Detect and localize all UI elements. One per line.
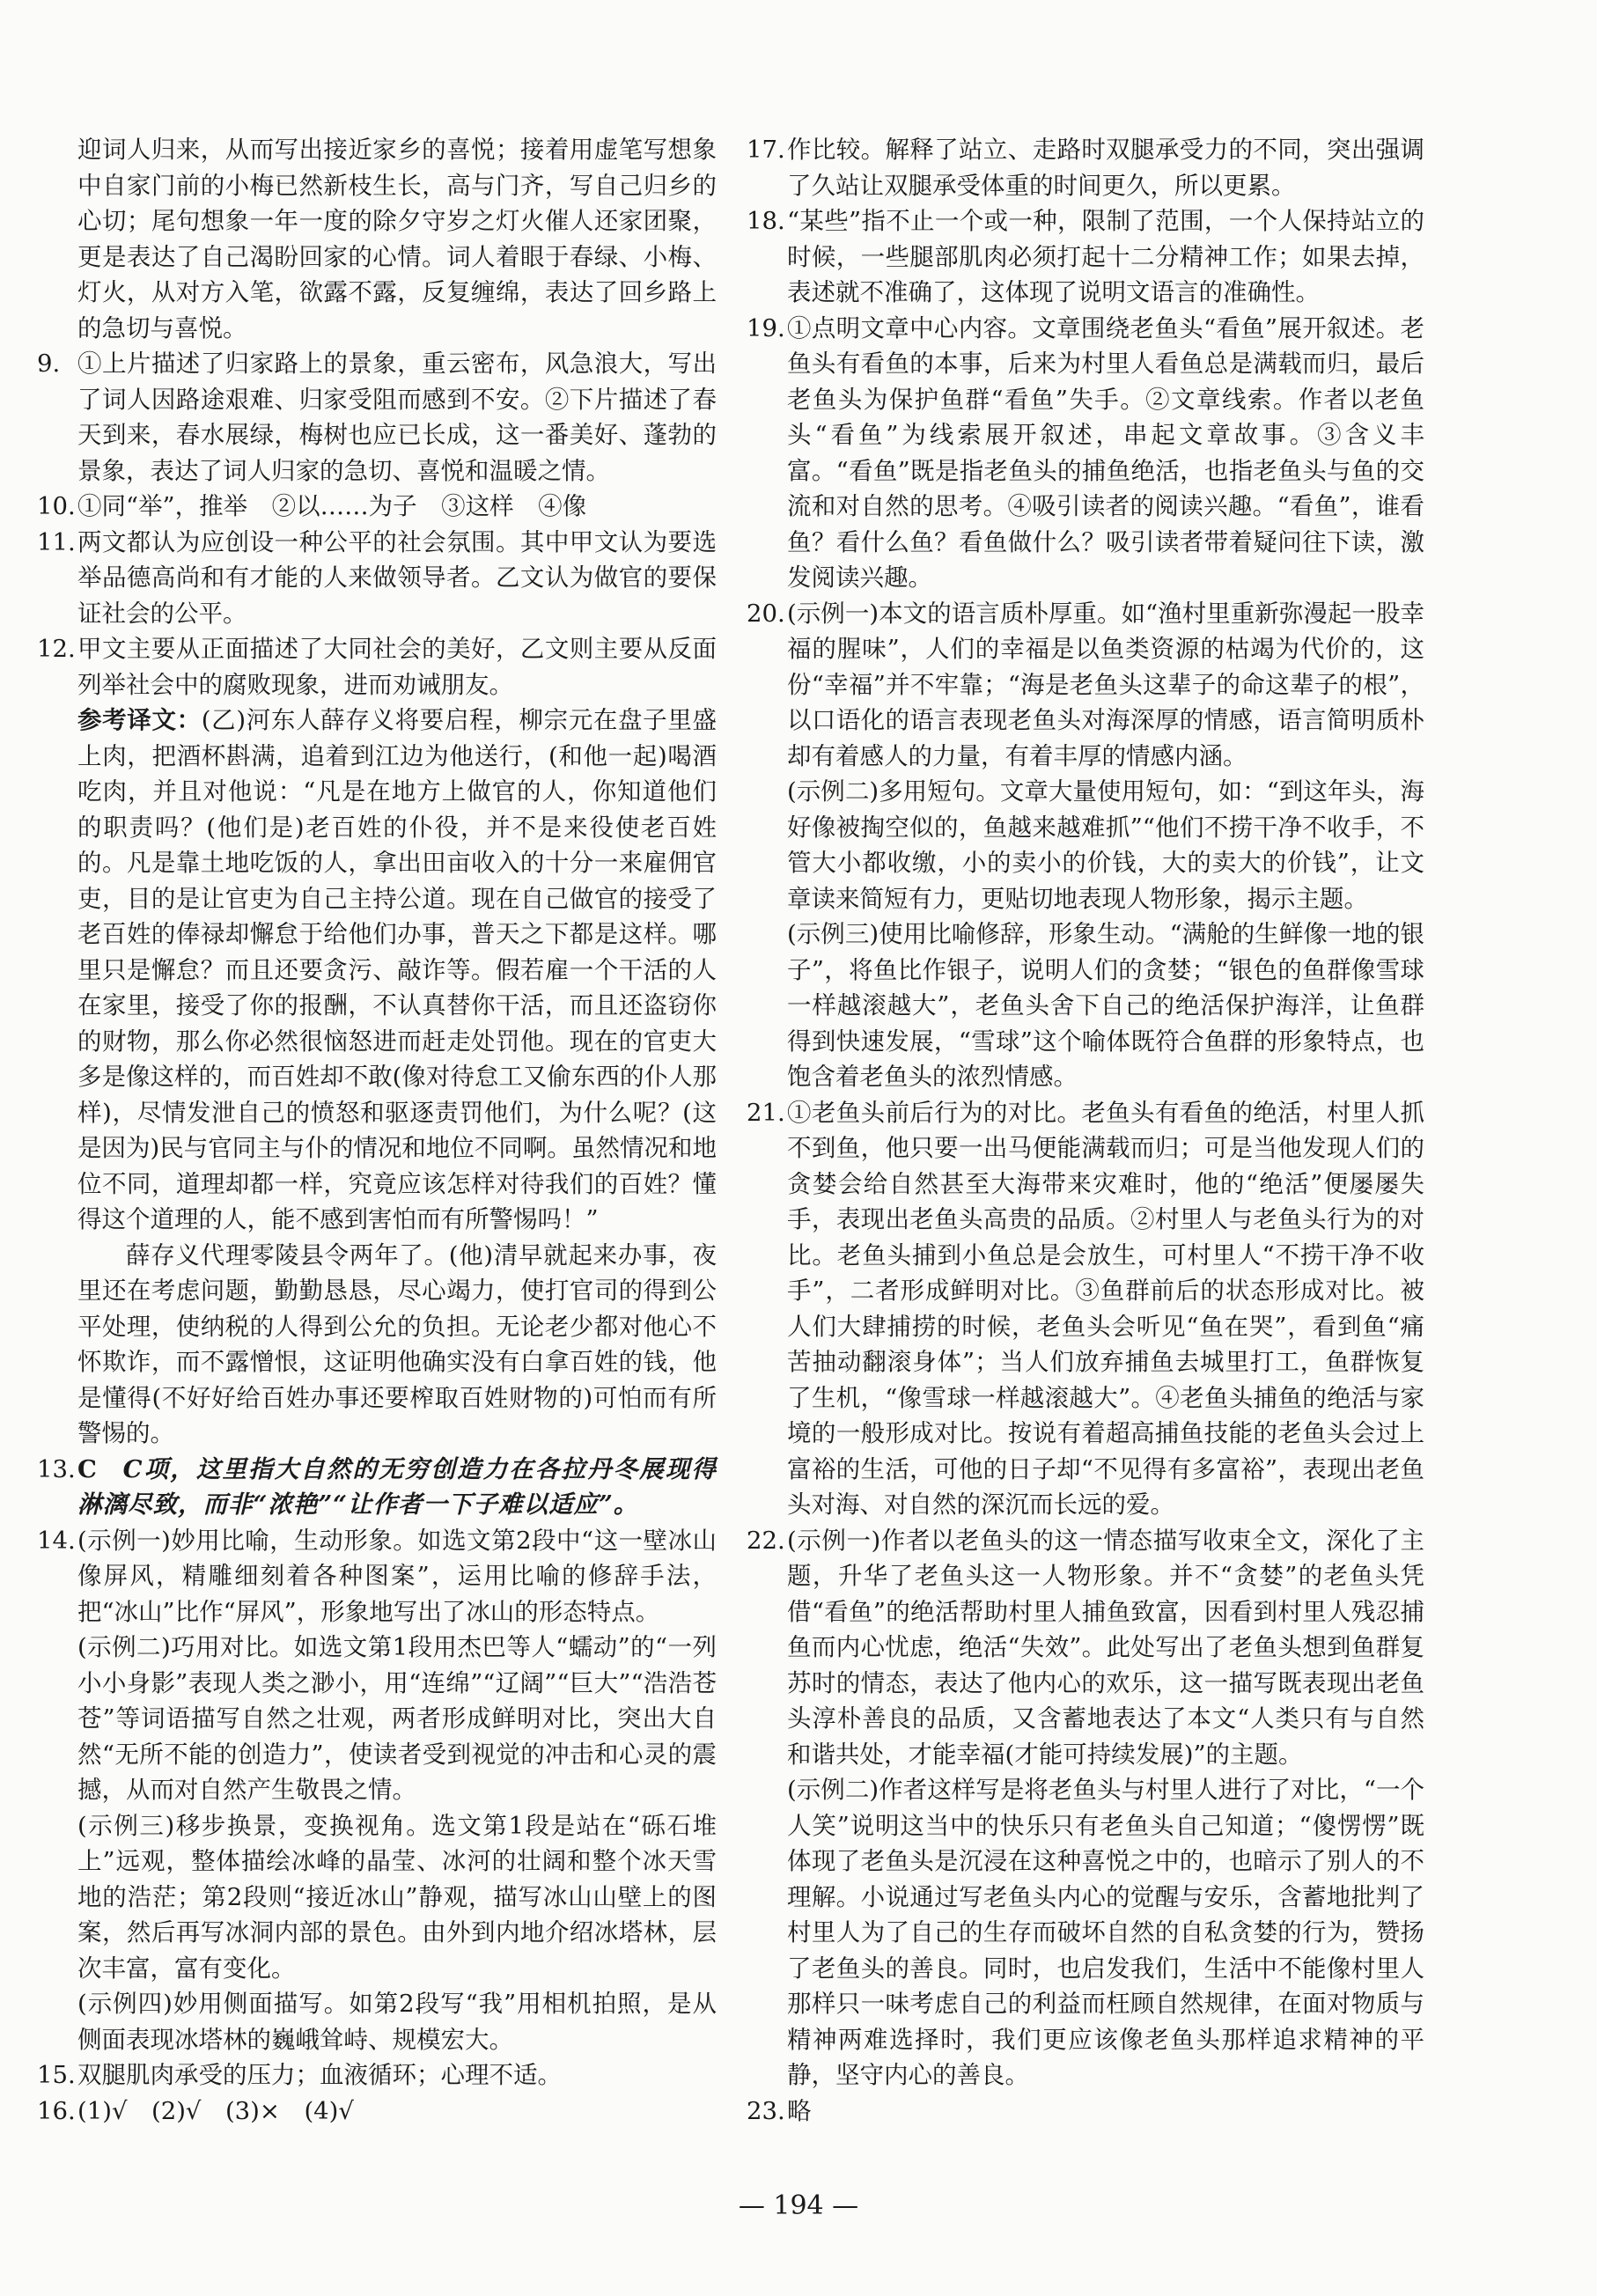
answer-text: (示例四)妙用侧面描写。如第2段写“我”用相机拍照，是从侧面表现冰塔林的巍峨耸峙、规模宏大。 xyxy=(77,1990,717,2054)
answer-15 xyxy=(37,2057,717,2094)
answer-text: (示例二)巧用对比。如选文第1段用杰巴等人“蠕动”的“一列小小身影”表现人类之渺小，用“连绵”“辽阔”“巨大”“浩浩苍苍”等词语描写自然之壮观，两者形成鲜明对比，突出大自然“无所不能的创造力”，使读者受到视觉的冲击和心灵的震撼，从而对自然产生敬畏之情。 xyxy=(77,1633,717,1804)
answer-text: 两文都认为应创设一种公平的社会氛围。其中甲文认为要选举品德高尚和有才能的人来做领导者。乙文认为做官的要保证社会的公平。 xyxy=(77,527,717,628)
answer-13 xyxy=(37,1452,717,1523)
answer-20 xyxy=(747,596,1424,1095)
question-number: 10. xyxy=(37,492,76,520)
answer-text: (示例三)移步换景，变换视角。选文第1段是站在“砾石堆上”远观，整体描绘冰峰的晶莹、冰河的壮阔和整个冰天雪地的浩茫；第2段则“接近冰山”静观，描写冰山山壁上的图案，然后再写冰洞内部的景色。由外到内地介绍冰塔林，层次丰富，富有变化。 xyxy=(77,1811,717,1983)
answer-10 xyxy=(37,489,717,525)
answer-text: ①同“举”，推举 ②以……为子 ③这样 ④像 xyxy=(77,492,587,520)
question-number: 21. xyxy=(747,1098,785,1127)
choice-answer: C xyxy=(77,1454,97,1483)
answer-9 xyxy=(37,346,717,489)
answer-21 xyxy=(747,1095,1424,1523)
right-column xyxy=(747,132,1424,2129)
question-number: 11. xyxy=(37,527,76,556)
question-number: 16. xyxy=(37,2096,76,2125)
answer-text: 略 xyxy=(787,2096,812,2125)
answer-text: 作比较。解释了站立、走路时双腿承受力的不同，突出强调了久站让双腿承受体重的时间更久，所以更累。 xyxy=(787,136,1424,200)
answer-text: (示例一)作者以老鱼头的这一情态描写收束全文，深化了主题，升华了老鱼头这一人物形象。并不“贪婪”的老鱼头凭借“看鱼”的绝活帮助村里人捕鱼致富，因看到村里人残忍捕鱼而内心忧虑，绝活“失效”。此处写出了老鱼头想到鱼群复苏时的情态，表达了他内心的欢乐，这一描写既表现出老鱼头淳朴善良的品质，又含蓄地表达了本文“人类只有与自然和谐共处，才能幸福(才能可持续发展)”的主题。 xyxy=(787,1526,1424,1769)
question-number: 9. xyxy=(37,350,61,378)
answer-19 xyxy=(747,311,1424,596)
answer-text: 双腿肌肉承受的压力；血液循环；心理不适。 xyxy=(77,2061,562,2089)
question-number: 14. xyxy=(37,1526,76,1555)
answer-text: (示例一)本文的语言质朴厚重。如“渔村里重新弥漫起一股幸福的腥味”，人们的幸福是以鱼类资源的枯竭为代价的，这份“幸福”并不牢靠；“海是老鱼头这辈子的命这辈子的根”，以口语化的语言表现老鱼头对海深厚的情感，语言简明质朴却有着感人的力量，有着丰厚的情感内涵。 xyxy=(787,599,1424,770)
answer-23 xyxy=(747,2094,1424,2130)
question-number: 23. xyxy=(747,2096,785,2125)
answer-text: 甲文主要从正面描述了大同社会的美好，乙文则主要从反面列举社会中的腐败现象，进而劝诫朋友。 xyxy=(77,635,717,699)
answer-text: (示例一)妙用比喻，生动形象。如选文第2段中“这一壁冰山像屏风，精雕细刻着各种图案”，运用比喻的修辞手法，把“冰山”比作“屏风”，形象地写出了冰山的形态特点。 xyxy=(77,1526,717,1626)
answer-16 xyxy=(37,2094,717,2130)
answer-text: (示例二)多用短句。文章大量使用短句，如：“到这年头，海好像被掏空似的，鱼越来越难抓”“他们不捞干净不收手，不管大小都收缴，小的卖小的价钱，大的卖大的价钱”，让文章读来简短有力，更贴切地表现人物形象，揭示主题。 xyxy=(787,777,1424,913)
answer-text: “某些”指不止一个或一种，限制了范围，一个人保持站立的时候，一些腿部肌肉必须打起十二分精神工作；如果去掉，表述就不准确了，这体现了说明文语言的准确性。 xyxy=(787,207,1424,306)
question-number: 12. xyxy=(37,635,76,663)
translation-label: 参考译文： xyxy=(77,706,202,734)
translation-paragraph: 参考译文：(乙)河东人薛存义将要启程，柳宗元在盘子里盛上肉，把酒杯斟满，追着到江边为他送行，(和他一起)喝酒吃肉，并且对他说：“凡是在地方上做官的人，你知道他们的职责吗？(他们是)老百姓的仆役，并不是来役使老百姓的。凡是靠土地吃饭的人，拿出田亩收入的十分一来雇佣官吏，目的是让官吏为自己主持公道。现在自己做官的接受了老百姓的俸禄却懈怠于给他们办事，普天之下都是这样。哪里只是懈怠？而且还要贪污、敲诈等。假若雇一个干活的人在家里，接受了你的报酬，不认真替你干活，而且还盗窃你的财物，那么你必然很恼怒进而赶走处罚他。现在的官吏大多是像这样的，而百姓却不敢(像对待怠工又偷东西的仆人那样)，尽情发泄自己的愤怒和驱逐责罚他们，为什么呢？(这是因为)民与官同主与仆的情况和地位不同啊。虽然情况和地位不同，道理却都一样，究竟应该怎样对待我们的百姓？懂得这个道理的人，能不感到害怕而有所警惕吗！” xyxy=(77,706,717,1233)
left-column xyxy=(37,132,717,2129)
question-number: 22. xyxy=(747,1526,785,1555)
answer-14 xyxy=(37,1523,717,2058)
answer-text: (1)√ (2)√ (3)× (4)√ xyxy=(77,2096,354,2125)
question-number: 20. xyxy=(747,599,785,628)
answer-12 xyxy=(37,631,717,1452)
answer-text: ①点明文章中心内容。文章围绕老鱼头“看鱼”展开叙述。老鱼头有看鱼的本事，后来为村里人看鱼总是满载而归，最后老鱼头为保护鱼群“看鱼”失手。②文章线索。作者以老鱼头“看鱼”为线索展开叙述，串起文章故事。③含义丰富。“看鱼”既是指老鱼头的捕鱼绝活，也指老鱼头与鱼的交流和对自然的思考。④吸引读者的阅读兴趣。“看鱼”，谁看鱼？看什么鱼？看鱼做什么？吸引读者带着疑问往下读，激发阅读兴趣。 xyxy=(787,313,1424,592)
answer-text: (示例二)作者这样写是将老鱼头与村里人进行了对比，“一个人笑”说明这当中的快乐只有老鱼头自己知道；“傻愣愣”既体现了老鱼头是沉浸在这种喜悦之中的，也暗示了别人的不理解。小说通过写老鱼头内心的觉醒与安乐，含蓄地批判了村里人为了自己的生存而破坏自然的自私贪婪的行为，赞扬了老鱼头的善良。同时，也启发我们，生活中不能像村里人那样只一味考虑自己的利益而枉顾自然规律，在面对物质与精神两难选择时，我们更应该像老鱼头那样追求精神的平静，坚守内心的善良。 xyxy=(787,1776,1424,2089)
answer-text: 迎词人归来，从而写出接近家乡的喜悦；接着用虚笔写想象中自家门前的小梅已然新枝生长，高与门齐，写自己归乡的心切；尾句想象一年一度的除夕守岁之灯火催人还家团聚，更是表达了自己渴盼回家的心情。词人着眼于春绿、小梅、灯火，从对方入笔，欲露不露，反复缠绵，表达了回乡路上的急切与喜悦。 xyxy=(77,136,717,342)
question-number: 17. xyxy=(747,136,785,164)
answer-text: ①老鱼头前后行为的对比。老鱼头有看鱼的绝活，村里人抓不到鱼，他只要一出马便能满载而归；可是当他发现人们的贪婪会给自然甚至大海带来灾难时，他的“绝活”便屡屡失手，表现出老鱼头高贵的品质。②村里人与老鱼头行为的对比。老鱼头捕到小鱼总是会放生，可村里人“不捞干净不收手”，二者形成鲜明对比。③鱼群前后的状态形成对比。被人们大肆捕捞的时候，老鱼头会听见“鱼在哭”，看到鱼“痛苦抽动翻滚身体”；当人们放弃捕鱼去城里打工，鱼群恢复了生机，“像雪球一样越滚越大”。④老鱼头捕鱼的绝活与家境的一般形成对比。按说有着超高捕鱼技能的老鱼头会过上富裕的生活，可他的日子却“不见得有多富裕”，表现出老鱼头对海、对自然的深沉而长远的爱。 xyxy=(787,1098,1424,1519)
page-number: — 194 — xyxy=(738,2190,859,2221)
question-number: 13. xyxy=(37,1454,76,1483)
question-number: 15. xyxy=(37,2061,76,2089)
question-number: 19. xyxy=(747,313,785,342)
question-number: 18. xyxy=(747,207,785,235)
answer-18 xyxy=(747,203,1424,311)
answer-17 xyxy=(747,132,1424,203)
answer-8-continuation xyxy=(37,132,717,346)
answer-text: ①上片描述了归家路上的景象，重云密布，风急浪大，写出了词人因路途艰难、归家受阻而感到不安。②下片描述了春天到来，春水展绿，梅树也应已长成，这一番美好、蓬勃的景象，表达了词人归家的急切、喜悦和温暖之情。 xyxy=(77,350,717,485)
answer-11 xyxy=(37,525,717,632)
answer-22 xyxy=(747,1523,1424,2094)
answer-text: C C项，这里指大自然的无穷创造力在各拉丹冬展现得淋漓尽致，而非“浓艳”“让作者一下子难以适应”。 xyxy=(77,1454,718,1519)
answer-text: (示例三)使用比喻修辞，形象生动。“满舱的生鲜像一地的银子”，将鱼比作银子，说明人们的贪婪；“银色的鱼群像雪球一样越滚越大”，老鱼头舍下自己的绝活保护海洋，让鱼群得到快速发展，“雪球”这个喻体既符合鱼群的形象特点，也饱含着老鱼头的浓烈情感。 xyxy=(787,920,1424,1091)
translation-paragraph: 薛存义代理零陵县令两年了。(他)清早就起来办事，夜里还在考虑问题，勤勤恳恳，尽心竭力，使打官司的得到公平处理，使纳税的人得到公允的负担。无论老少都对他心不怀欺诈，而不露憎恨，这证明他确实没有白拿百姓的钱，他是懂得(不好好给百姓办事还要榨取百姓财物的)可怕而有所警惕的。 xyxy=(77,1240,717,1447)
